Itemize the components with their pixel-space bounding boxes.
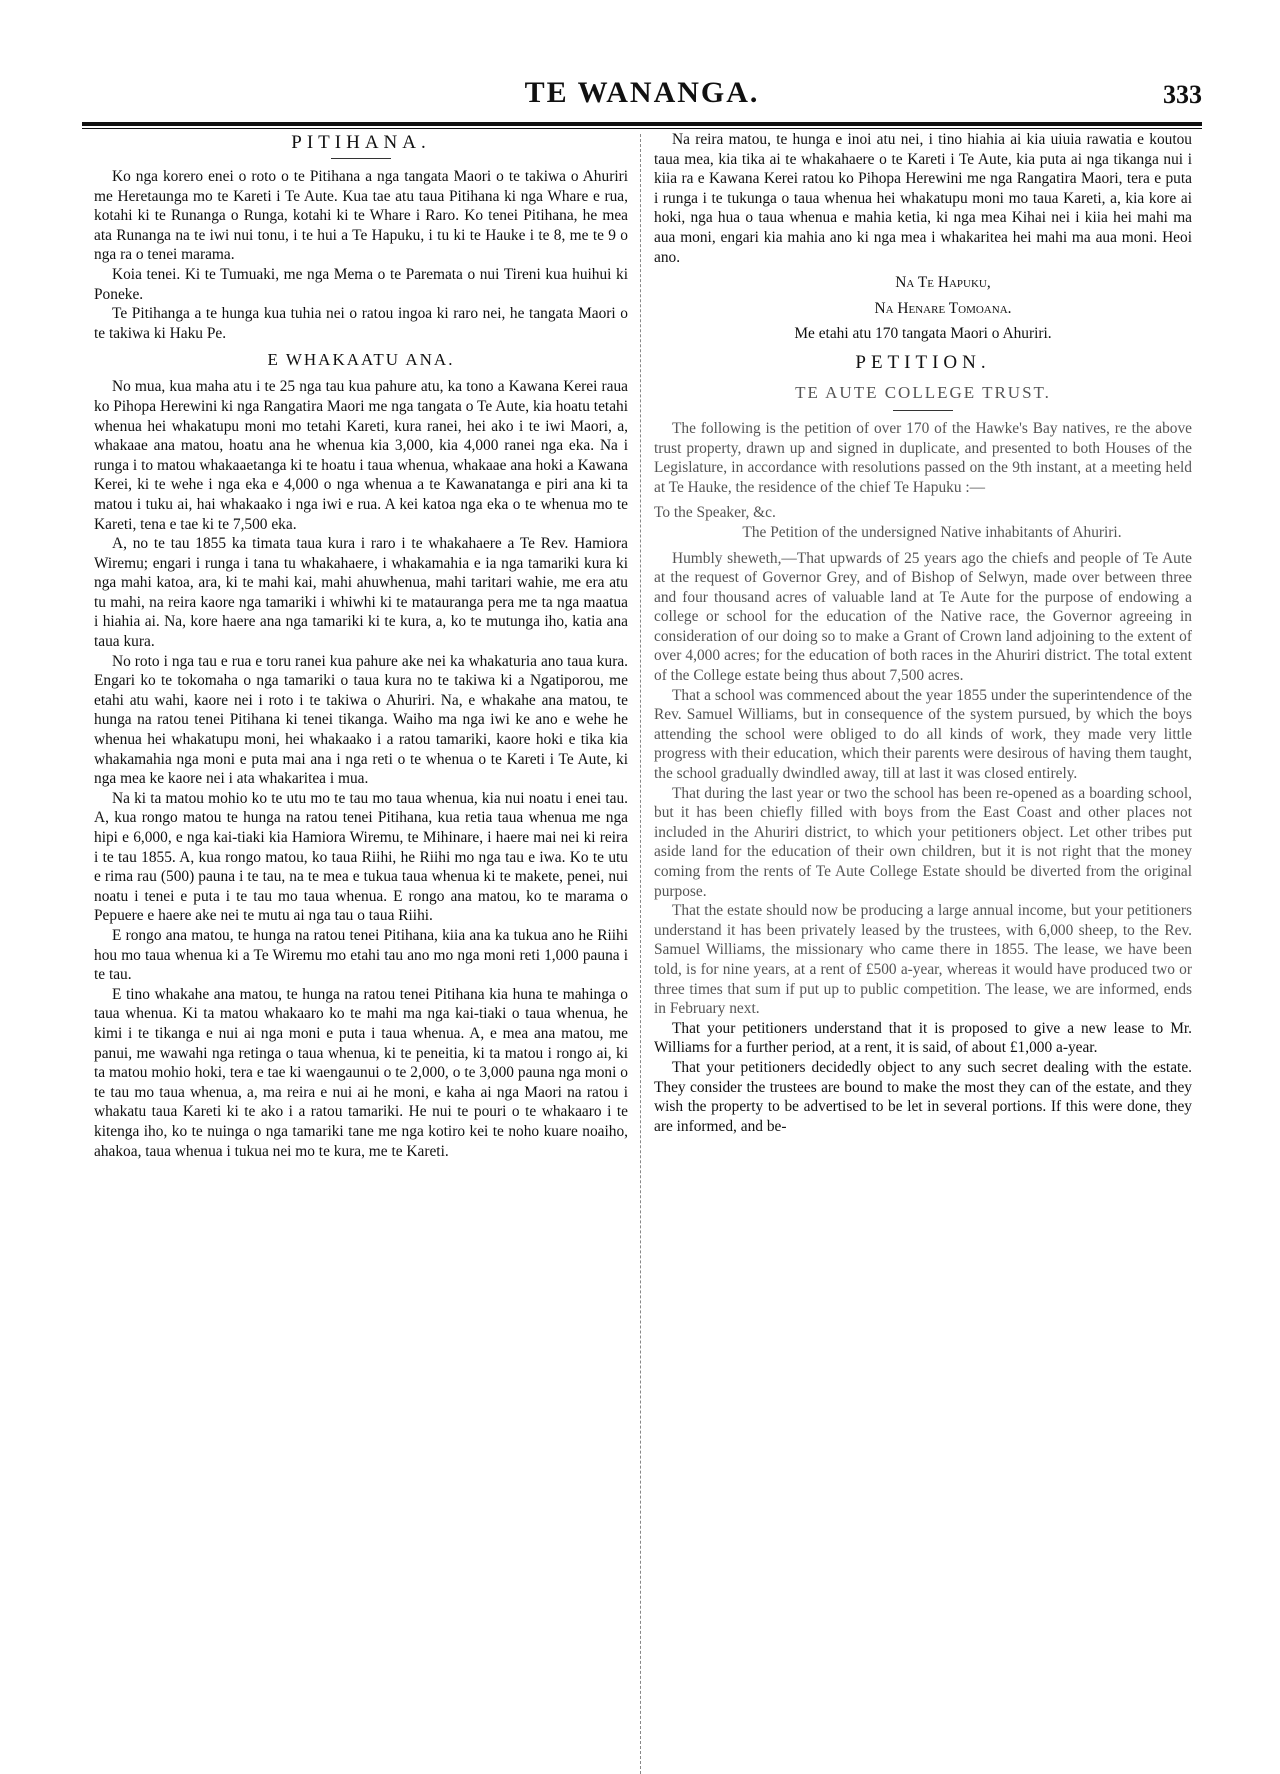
signature-tomoana: Na Henare Tomoana. <box>874 299 1012 317</box>
petition-paragraph: Humbly sheweth,—That upwards of 25 years ago the chiefs and people of Te Aute at the request of Governor Grey, and of Bishop of Selwyn, made over between three and four thousand acres of valuable land at Te Aute for the purpose of endowing a college or school for the education of the Native race, the Governor agreeing in consideration of our doing so to make a Grant of Crown land adjoining to the extent of over 4,000 acres; for the education of both races in the Ahuriri district. The total extent of the College estate being thus about 7,500 acres. <box>654 549 1192 685</box>
closing-paragraph: Na reira matou, te hunga e inoi atu nei, i tino hiahia ai kia uiuia rawatia e koutou taua mea, kia tika ai te whakahaere o te Kareti i Te Aute, kia puta ai nga tikanga nui i kiia ra e Kawana Kerei ratou ko Pihopa Herewini me nga Rangatira Maori, tera e puta i runga i te tukunga o taua whenua hei whakatupu moni mo taua Kareti, a, kia kore ai hoki, nga hua o taua whenua e mahia ketia, ki nga mea Kihai nei i kiia hei mahi ma aua moni, engari kia mahia ano ki nga mea i whakaritea hei mahi ma aua moni. Heoi ano. <box>654 131 1192 266</box>
page-number: 333 <box>1163 80 1202 109</box>
header-rule-thick <box>82 122 1202 126</box>
section-rule <box>893 410 953 411</box>
signatories-note: Me etahi atu 170 tangata Maori o Ahuriri. <box>794 325 1052 343</box>
newspaper-title: TE WANANGA. <box>524 76 760 109</box>
petition-paragraph: That a school was commenced about the year 1855 under the superintendence of the Rev. Samuel Williams, but in consequence of the system pursued, by which the boys attending the school were obliged to do all kinds of work, they made very little progress with their education, which their parents were desirous of having them taught, the school gradually dwindled away, till at last it was closed entirely. <box>654 686 1192 783</box>
signature-hapuku: Na Te Hapuku, <box>895 274 991 292</box>
pitihana-body-paragraph: A, no te tau 1855 ka timata taua kura i raro i te whakahaere a Te Rev. Hamiora Wiremu; engari i runga i tana tu whakahaere, i whakamahia e ia nga tamariki kura ki nga mahi katoa, ara, ki te mahi kai, mahi ahuwhenua, mahi taritari wahie, me era atu tu mahi, na reira kaore nga tamariki i whiwhi ki te matauranga pera me ta nga maatua i hiahia ai. Na, kore haere ana nga tamariki ki te kura, a, ko te mutunga iho, katia ana taua kura. <box>94 535 628 651</box>
right-column <box>654 130 1192 1136</box>
pitihana-intro-paragraph: Ko nga korero enei o roto o te Pitihana a nga tangata Maori o te takiwa o Ahuriri me Heretaunga mo te Kareti i Te Aute. Kua tae atu taua Pitihana ki nga Whare e rua, kotahi ki te Runanga o Runga, kotahi ki te Whare i Raro. Ko tenei Pitihana, he mea ata Runanga na te iwi nui tonu, i te hui a Te Hapuku, i tu ki te Hauke i te 8, me te 9 o nga ra o tenei marama. <box>94 168 628 264</box>
header-rule-thin <box>82 128 1202 129</box>
pitihana-body-paragraph: No mua, kua maha atu i te 25 nga tau kua pahure atu, ka tono a Kawana Kerei raua ko Pihopa Herewini ki nga Rangatira Maori me nga tangata o Te Aute, kia hoatu tetahi whenua hei whakatupu moni mo tetahi Kareti, kura ranei, hei ako i te iwi Maori, a, whakaae ana matou, hoatu ana he whenua kia 3,000, kia 4,000 ranei nga eka. Na i runga i to matou whakaaetanga ki te hoatu i taua whenua, whakaae ana hoki a Kawana Kerei, ki te wehe i nga eka e 4,000 o nga whenua a te Kawanatanga e piri ana ki ta matou i tuku ai, hai whakaako i nga iwi e rua. A kei katoa nga eka o te whenua mo te Kareti, tena e tae ki te 7,500 eka. <box>94 378 628 533</box>
petition-address: To the Speaker, &c. <box>654 504 776 522</box>
section-title-petition: PETITION. <box>855 351 991 373</box>
pitihana-intro-paragraph: Koia tenei. Ki te Tumuaki, me nga Mema o te Paremata o nui Tireni kua huihui ki Poneke. <box>94 265 628 303</box>
pitihana-body-paragraph: No roto i nga tau e rua e toru ranei kua pahure ake nei ka whakaturia ano taua kura. Engari ko te tokomaha o nga tamariki o taua kura no te takiwa ki a Ngatiporou, me etahi atu wahi, kaore nei i roto i te takiwa o Ahuriri. Na, e whakahe ana matou, te hunga na ratou tenei Pitihana ki tenei tikanga. Waiho ma nga iwi ke ano e wehe he whenua hei whakatupu moni, hei whakaako i a ratou tamariki, kaore hoki e tika kia whakamahia nga moni e puta mai ana i nga reti o te whenua o te Kareti i Te Aute, ki nga mea ke kaore nei i ata whakaritea i mua. <box>94 652 628 788</box>
petition-intro: The following is the petition of over 170 of the Hawke's Bay natives, re the above trust property, drawn up and signed in duplicate, and presented to both Houses of the Legislature, in accordance with resolutions passed on the 9th instant, at a meeting held at Te Hauke, the residence of the chief Te Hapuku :— <box>654 419 1192 496</box>
petition-paragraph: That the estate should now be producing a large annual income, but your petitioners understand it has been privately leased by the trustees, with 6,000 sheep, to the Rev. Samuel Williams, the missionary who came there in 1855. The lease, we have been told, is for nine years, at a rent of £500 a-year, whereas it would have produced two or three times that sum if put up to public competition. The lease, we are informed, ends in February next. <box>654 902 1192 1018</box>
left-column <box>94 130 628 1161</box>
section-title-pitihana: PITIHANA. <box>291 132 431 153</box>
petition-paragraph: That your petitioners decidedly object to any such secret dealing with the estate. They consider the trustees are bound to make the most they can of the estate, and they wish the property to be advertised to be let in several portions. If this were done, they are informed, and be- <box>654 1058 1192 1135</box>
pitihana-body-paragraph: E tino whakahe ana matou, te hunga na ratou tenei Pitihana kia huna te mahinga o taua whenua. Ki ta matou whakaaro ko te mahi ma nga kai-tiaki o taua whenua, he kimi i te tikanga e nui ai nga moni e puta i taua whenua. A, e mea ana matou, me panui, me wawahi nga retinga o taua whenua, ki te peneitia, ki ta matou i rongo ai, ki ta matou mohio hoki, tera e tae ki waengaunui o te 2,000, o te 3,000 pauna nga moni o te tau mo taua whenua, a, ma reira e nui ai he moni, e kaha ai nga Maori na ratou i whakatu taua Kareti ki te ako i a ratou tamariki. He nui te pouri o te whakaaro i te kitenga iho, ko te nuinga o nga tamariki tane me nga kotiro kei te noho kuare noaiho, ahakoa, taua whenua i tukua nei mo te kura, me te Kareti. <box>94 985 628 1160</box>
pitihana-intro-paragraph: Te Pitihanga a te hunga kua tuhia nei o ratou ingoa ki raro nei, he tangata Maori o te takiwa ki Haku Pe. <box>94 305 628 342</box>
subhead-te-aute-college-trust: TE AUTE COLLEGE TRUST. <box>795 382 1051 402</box>
petition-prayer-heading: The Petition of the undersigned Native inhabitants of Ahuriri. <box>742 523 1122 541</box>
masthead <box>82 76 1202 120</box>
petition-paragraph: That during the last year or two the school has been re-opened as a boarding school, but it has been chiefly filled with boys from the East Coast and other places not included in the Ahuriri district, to which your petitioners object. Let other tribes put aside land for the education of their own children, but it is not right that the money coming from the rents of Te Aute College Estate should be diverted from the original purpose. <box>654 784 1192 900</box>
pitihana-body-paragraph: E rongo ana matou, te hunga na ratou tenei Pitihana, kiia ana ka tukua ano he Riihi hou mo taua whenua ki a Te Wiremu mo etahi tau ano mo nga moni reti 1,000 pauna i te tau. <box>94 926 628 984</box>
pitihana-body-paragraph: Na ki ta matou mohio ko te utu mo te tau mo taua whenua, kia nui noatu i enei tau. A, kua rongo matou te hunga na ratou tenei Pitihana, kua retia taua whenua me nga hipi e 6,000, e nga kai-tiaki kia Hamiora Wiremu, te Mihinare, i haere mai nei ki reira i te tau 1855. A, kua rongo matou, ko taua Riihi, he Riihi mo nga tau e iwa. Ko te utu e rima rau (500) pauna i te tau, na te mea e tukua taua whenua ki te makete, penei, nui noatu i tenei e puta i te tau mo taua whenua. E rongo ana matou, ko te marama o Pepuere e haere ake nei te mutu ai nga tau o taua Riihi. <box>94 789 628 925</box>
column-divider <box>640 134 641 1774</box>
petition-paragraph: That your petitioners understand that it is proposed to give a new lease to Mr. Williams for a further period, at a rent, it is said, of about £1,000 a-year. <box>654 1019 1192 1057</box>
section-rule <box>331 158 391 159</box>
subhead-whakaatu: E WHAKAATU ANA. <box>267 350 455 370</box>
